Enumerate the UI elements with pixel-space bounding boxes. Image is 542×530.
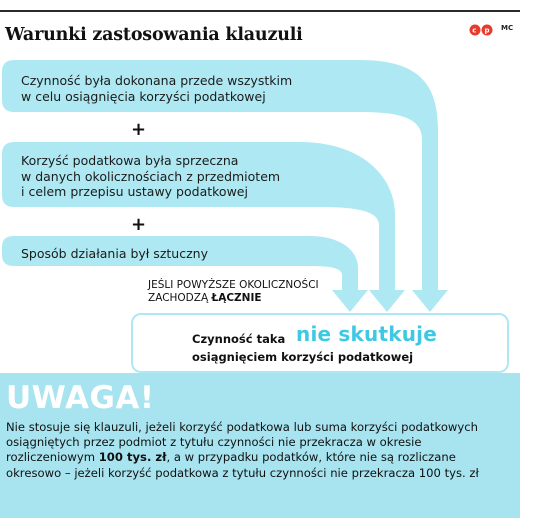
condition-1-line-1: Czynność była dokonana przede wszystkim [21, 73, 293, 88]
result-prefix: Czynność taka [192, 332, 286, 346]
condition-note-line-1: JEŚLI POWYŻSZE OKOLICZNOŚCI [148, 279, 319, 291]
condition-2-line-1: Korzyść podatkowa była sprzeczna [21, 153, 239, 168]
condition-note-bold: ŁĄCZNIE [211, 292, 262, 304]
plus-sign-2: + [131, 214, 147, 235]
condition-1-line-2: w celu osiągnięcia korzyści podatkowej [21, 88, 266, 104]
svg-text:c: c [472, 26, 477, 35]
condition-2-line-3: i celem przepisu ustawy podatkowej [21, 184, 248, 199]
condition-2-line-2: w danych okolicznościach z przedmiotem [21, 168, 281, 184]
condition-note-line-2 [148, 292, 348, 305]
condition-note [148, 279, 348, 305]
condition-3-text [21, 246, 351, 262]
warning-text-after: , a w przypadku podatków, które nie są rozliczane okresowo – jeżeli korzyść podatkowa z tytułu czynności nie przekracza 100 tys. zł [6, 450, 479, 480]
result-highlight: nie skutkuje [296, 322, 437, 346]
warning-title: UWAGA! [6, 380, 155, 416]
warning-text-bold: 100 tys. zł [98, 450, 167, 465]
condition-2-text [21, 153, 351, 200]
warning-text [6, 420, 514, 481]
page-title: Warunki zastosowania klauzuli [5, 25, 303, 45]
condition-note-prefix: ZACHODZĄ [148, 292, 212, 304]
logo-label: MC [501, 24, 514, 32]
svg-text:p: p [484, 26, 490, 35]
result-line-2: osiągnięciem korzyści podatkowej [192, 350, 414, 364]
condition-1-text [21, 73, 351, 104]
warning-text-before: Nie stosuje się klauzuli, jeżeli korzyść podatkowa lub suma korzyści podatkowych osiągniętych przez podmiot z tytułu czynności nie przekracza w okresie rozliczeniowym [6, 420, 479, 465]
condition-3-line-1: Sposób działania był sztuczny [21, 246, 208, 261]
plus-sign-1: + [131, 119, 147, 140]
